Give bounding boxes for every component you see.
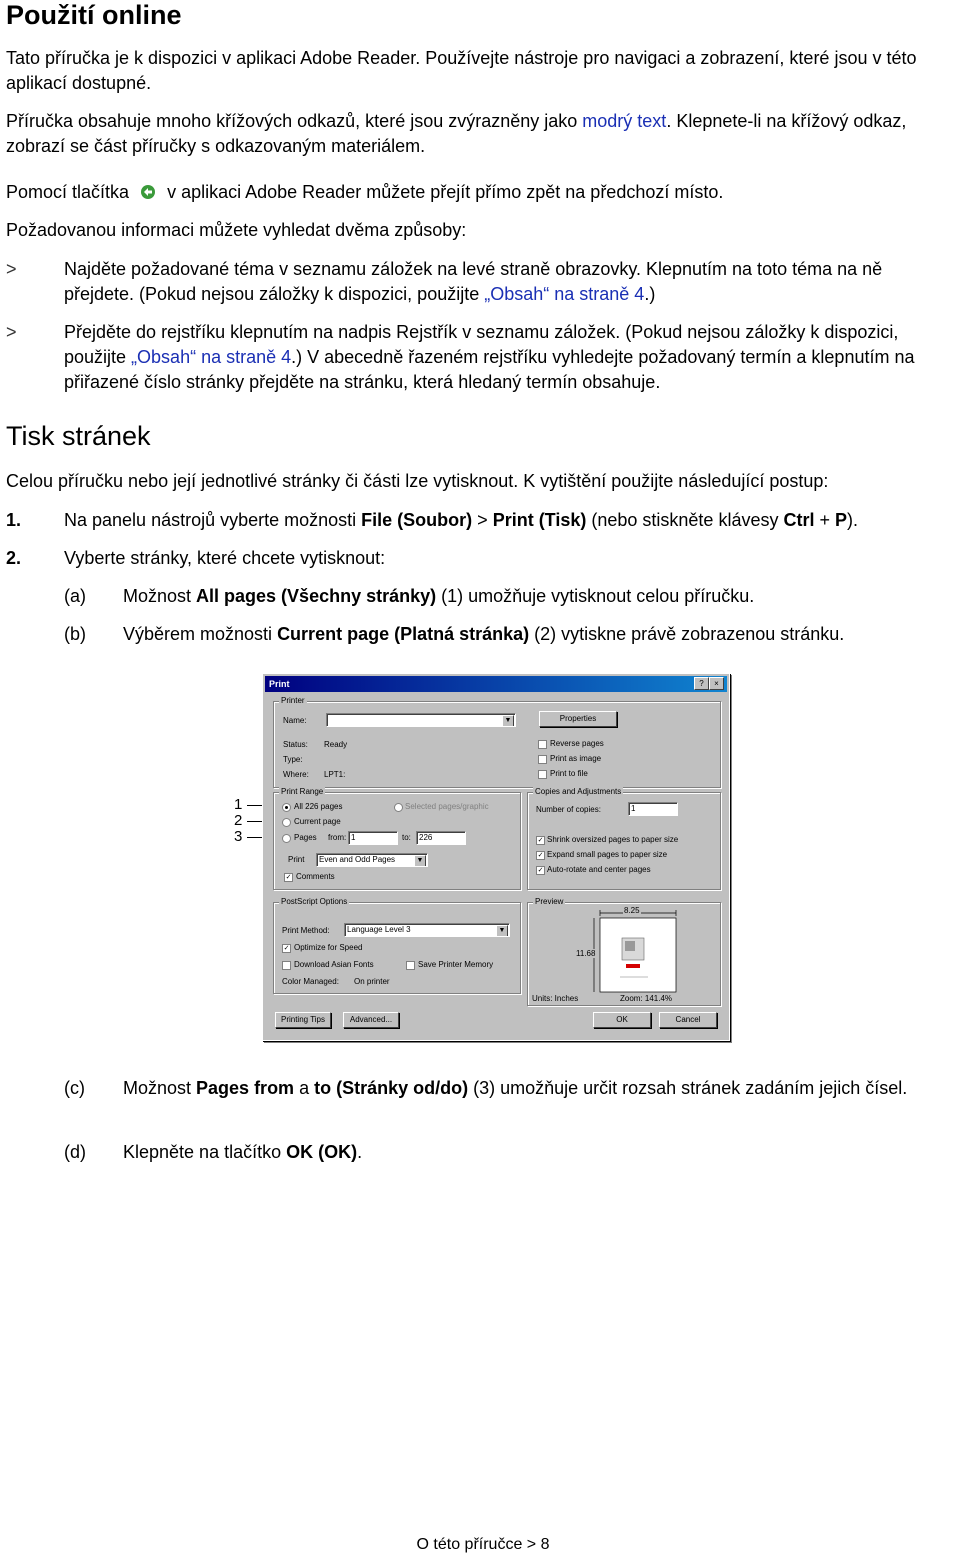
preview-height: 11.68	[576, 949, 596, 958]
print-label: Print	[288, 855, 305, 864]
optimize-checkbox[interactable]: ✓	[283, 945, 290, 952]
step-2: Vyberte stránky, které chcete vytisknout:	[64, 548, 386, 568]
text: File (Soubor)	[361, 510, 473, 530]
type-label: Type:	[283, 755, 303, 764]
all-pages-radio[interactable]	[282, 803, 291, 812]
close-button[interactable]: ×	[709, 677, 724, 690]
radio-label: Pages	[294, 833, 317, 842]
checkbox-label: Comments	[296, 872, 335, 881]
help-button[interactable]: ?	[694, 677, 709, 690]
save-memory-checkbox[interactable]	[406, 961, 415, 970]
radio-label: Selected pages/graphic	[405, 802, 489, 811]
printer-group	[273, 696, 721, 788]
bullet-index	[64, 320, 956, 395]
download-fonts-checkbox[interactable]	[282, 961, 291, 970]
dialog-title: Print	[269, 679, 290, 689]
link-contents[interactable]: „Obsah“ na straně 4	[131, 347, 292, 367]
name-label: Name:	[283, 716, 307, 725]
substep-c	[123, 1076, 956, 1101]
preview-width: 8.25	[624, 906, 640, 915]
expand-checkbox[interactable]: ✓	[537, 852, 544, 859]
link-blue-text[interactable]: modrý text	[582, 111, 667, 131]
text: Najděte požadované téma v seznamu záložek na levé straně obrazovky. Klepnutím na toto téma na ně přejdete. (Pokud nejsou záložky k dispozici, použijte	[64, 259, 883, 304]
section-title-print: Tisk stránek	[6, 421, 151, 451]
print-range-group	[273, 787, 521, 890]
step-number: 1.	[6, 510, 22, 530]
back-arrow-icon	[140, 182, 156, 207]
printer-name-select[interactable]	[326, 713, 516, 727]
text: +	[814, 510, 835, 530]
text: Current page (Platná stránka)	[277, 624, 530, 644]
text: Možnost	[123, 586, 197, 606]
color-managed-value: On printer	[354, 977, 390, 986]
value: Even and Odd Pages	[319, 855, 396, 864]
text: . Klepnete-li na křížový odkaz, zobrazí se část příručky s odkazovaným materiálem.	[6, 111, 907, 156]
text: a	[294, 1078, 315, 1098]
autorotate-checkbox[interactable]: ✓	[537, 867, 544, 874]
group-label: Print Range	[281, 787, 324, 796]
status-label: Status:	[283, 740, 308, 749]
checkbox-label: Download Asian Fonts	[294, 960, 374, 969]
text: Ctrl	[783, 510, 815, 530]
text: Print (Tisk)	[492, 510, 587, 530]
advanced-button[interactable]: Advanced...	[343, 1012, 399, 1028]
substep-label: (c)	[64, 1078, 85, 1098]
text: to (Stránky od/do)	[314, 1078, 469, 1098]
checkbox-label: Print to file	[550, 769, 588, 778]
print-subset-select[interactable]	[316, 853, 428, 867]
group-label: PostScript Options	[281, 897, 348, 906]
text: Možnost	[123, 1078, 197, 1098]
zoom-label: Zoom: 141.4%	[620, 994, 673, 1003]
step-1	[64, 508, 956, 533]
bullet-marker: >	[6, 322, 17, 342]
print-to-file-checkbox[interactable]	[538, 770, 547, 779]
substep-a	[123, 584, 956, 609]
copies-label: Number of copies:	[536, 805, 601, 814]
text: ).	[847, 510, 859, 530]
ok-button[interactable]: OK	[593, 1012, 651, 1028]
group-label: Preview	[535, 897, 564, 906]
print-method-label: Print Method:	[282, 926, 330, 935]
dialog-titlebar	[265, 676, 727, 692]
paragraph-print-intro: Celou příručku nebo její jednotlivé stránky či části lze vytisknout. K vytištění použijte následující postup:	[6, 471, 829, 491]
bullet-bookmarks	[64, 257, 956, 307]
page-footer: O této příručce > 8	[416, 1536, 550, 1553]
paragraph-search-ways: Požadovanou informaci můžete vyhledat dvěma způsoby:	[6, 220, 467, 240]
text: P	[835, 510, 848, 530]
text: Příručka obsahuje mnoho křížových odkazů, které jsou zvýrazněny jako	[6, 111, 583, 131]
from-label: from:	[328, 833, 347, 842]
current-page-radio[interactable]	[282, 818, 291, 827]
comments-checkbox[interactable]: ✓	[285, 874, 292, 881]
preview-group	[527, 897, 721, 1006]
print-method-select[interactable]	[344, 923, 510, 937]
postscript-group	[273, 897, 521, 994]
printing-tips-button[interactable]: Printing Tips	[275, 1012, 331, 1028]
substep-label: (d)	[64, 1142, 86, 1162]
text: v aplikaci Adobe Reader můžete přejít přímo zpět na předchozí místo.	[167, 182, 724, 202]
chevron-down-icon: ▼	[414, 855, 426, 867]
substep-b	[123, 622, 956, 647]
substep-label: (b)	[64, 624, 86, 644]
cancel-button[interactable]: Cancel	[659, 1012, 717, 1028]
properties-button[interactable]: Properties	[539, 711, 617, 727]
to-input[interactable]: 226	[416, 831, 466, 845]
radio-label: Current page	[294, 817, 341, 826]
text: All pages (Všechny stránky)	[196, 586, 437, 606]
text: Přejděte do rejstříku klepnutím na nadpis Rejstřík v seznamu záložek. (Pokud nejsou záložky k dispozici, použijte	[64, 322, 899, 367]
where-value: LPT1:	[324, 770, 346, 779]
checkbox-label: Optimize for Speed	[294, 943, 363, 952]
text: .) V abecedně řazeném rejstříku vyhledejte požadovaný termín a klepnutím na přiřazené číslo stránky přejděte na stránku, která hledaný termín obsahuje.	[64, 347, 915, 392]
units-label: Units: Inches	[532, 994, 579, 1003]
checkbox-label: Print as image	[550, 754, 602, 763]
section-title-online: Použití online	[6, 0, 182, 30]
text: .)	[644, 284, 656, 304]
radio-label: All 226 pages	[294, 802, 343, 811]
pages-radio[interactable]	[282, 834, 291, 843]
reverse-pages-checkbox[interactable]	[538, 740, 547, 749]
preview-graphic	[528, 903, 720, 1005]
callout-3: 3	[234, 828, 243, 845]
copies-group	[527, 787, 721, 890]
text: Výběrem možnosti	[123, 624, 278, 644]
step-number: 2.	[6, 548, 22, 568]
text: Klepněte na tlačítko	[123, 1142, 287, 1162]
checkbox-label: Save Printer Memory	[418, 960, 494, 969]
print-dialog	[262, 673, 730, 1041]
bullet-marker: >	[6, 259, 17, 279]
color-managed-label: Color Managed:	[282, 977, 339, 986]
text: Pomocí tlačítka	[6, 182, 130, 202]
substep-d	[123, 1140, 956, 1165]
copies-input[interactable]: 1	[628, 802, 678, 816]
text: (2) vytiskne právě zobrazenou stránku.	[529, 624, 845, 644]
group-label: Printer	[281, 696, 305, 705]
checkbox-label: Expand small pages to paper size	[547, 850, 668, 859]
substep-label: (a)	[64, 586, 86, 606]
text: Na panelu nástrojů vyberte možnosti	[64, 510, 362, 530]
shrink-checkbox[interactable]: ✓	[537, 837, 544, 844]
status-value: Ready	[324, 740, 348, 749]
callout-2: 2	[234, 812, 243, 829]
text: OK (OK)	[286, 1142, 358, 1162]
chevron-down-icon: ▼	[502, 715, 514, 727]
text: >	[472, 510, 493, 530]
print-as-image-checkbox[interactable]	[538, 755, 547, 764]
value: Language Level 3	[347, 925, 411, 934]
text: .	[357, 1142, 363, 1162]
selected-pages-radio[interactable]	[394, 803, 403, 812]
text: Pages from	[196, 1078, 295, 1098]
checkbox-label: Auto-rotate and center pages	[547, 865, 651, 874]
link-contents[interactable]: „Obsah“ na straně 4	[484, 284, 645, 304]
from-input[interactable]: 1	[348, 831, 398, 845]
text: (3) umožňuje určit rozsah stránek zadáním jejich čísel.	[468, 1078, 908, 1098]
checkbox-label: Shrink oversized pages to paper size	[547, 835, 679, 844]
paragraph-back-button	[6, 180, 956, 207]
checkbox-label: Reverse pages	[550, 739, 604, 748]
text: (nebo stiskněte klávesy	[586, 510, 784, 530]
text: (1) umožňuje vytisknout celou příručku.	[436, 586, 755, 606]
to-label: to:	[402, 833, 411, 842]
callout-1: 1	[234, 796, 243, 813]
where-label: Where:	[283, 770, 309, 779]
paragraph-intro: Tato příručka je k dispozici v aplikaci Adobe Reader. Používejte nástroje pro navigaci a zobrazení, které jsou v této aplikací dostupné.	[6, 48, 917, 93]
group-label: Copies and Adjustments	[535, 787, 622, 796]
chevron-down-icon: ▼	[496, 925, 508, 937]
paragraph-crossrefs	[6, 109, 956, 159]
